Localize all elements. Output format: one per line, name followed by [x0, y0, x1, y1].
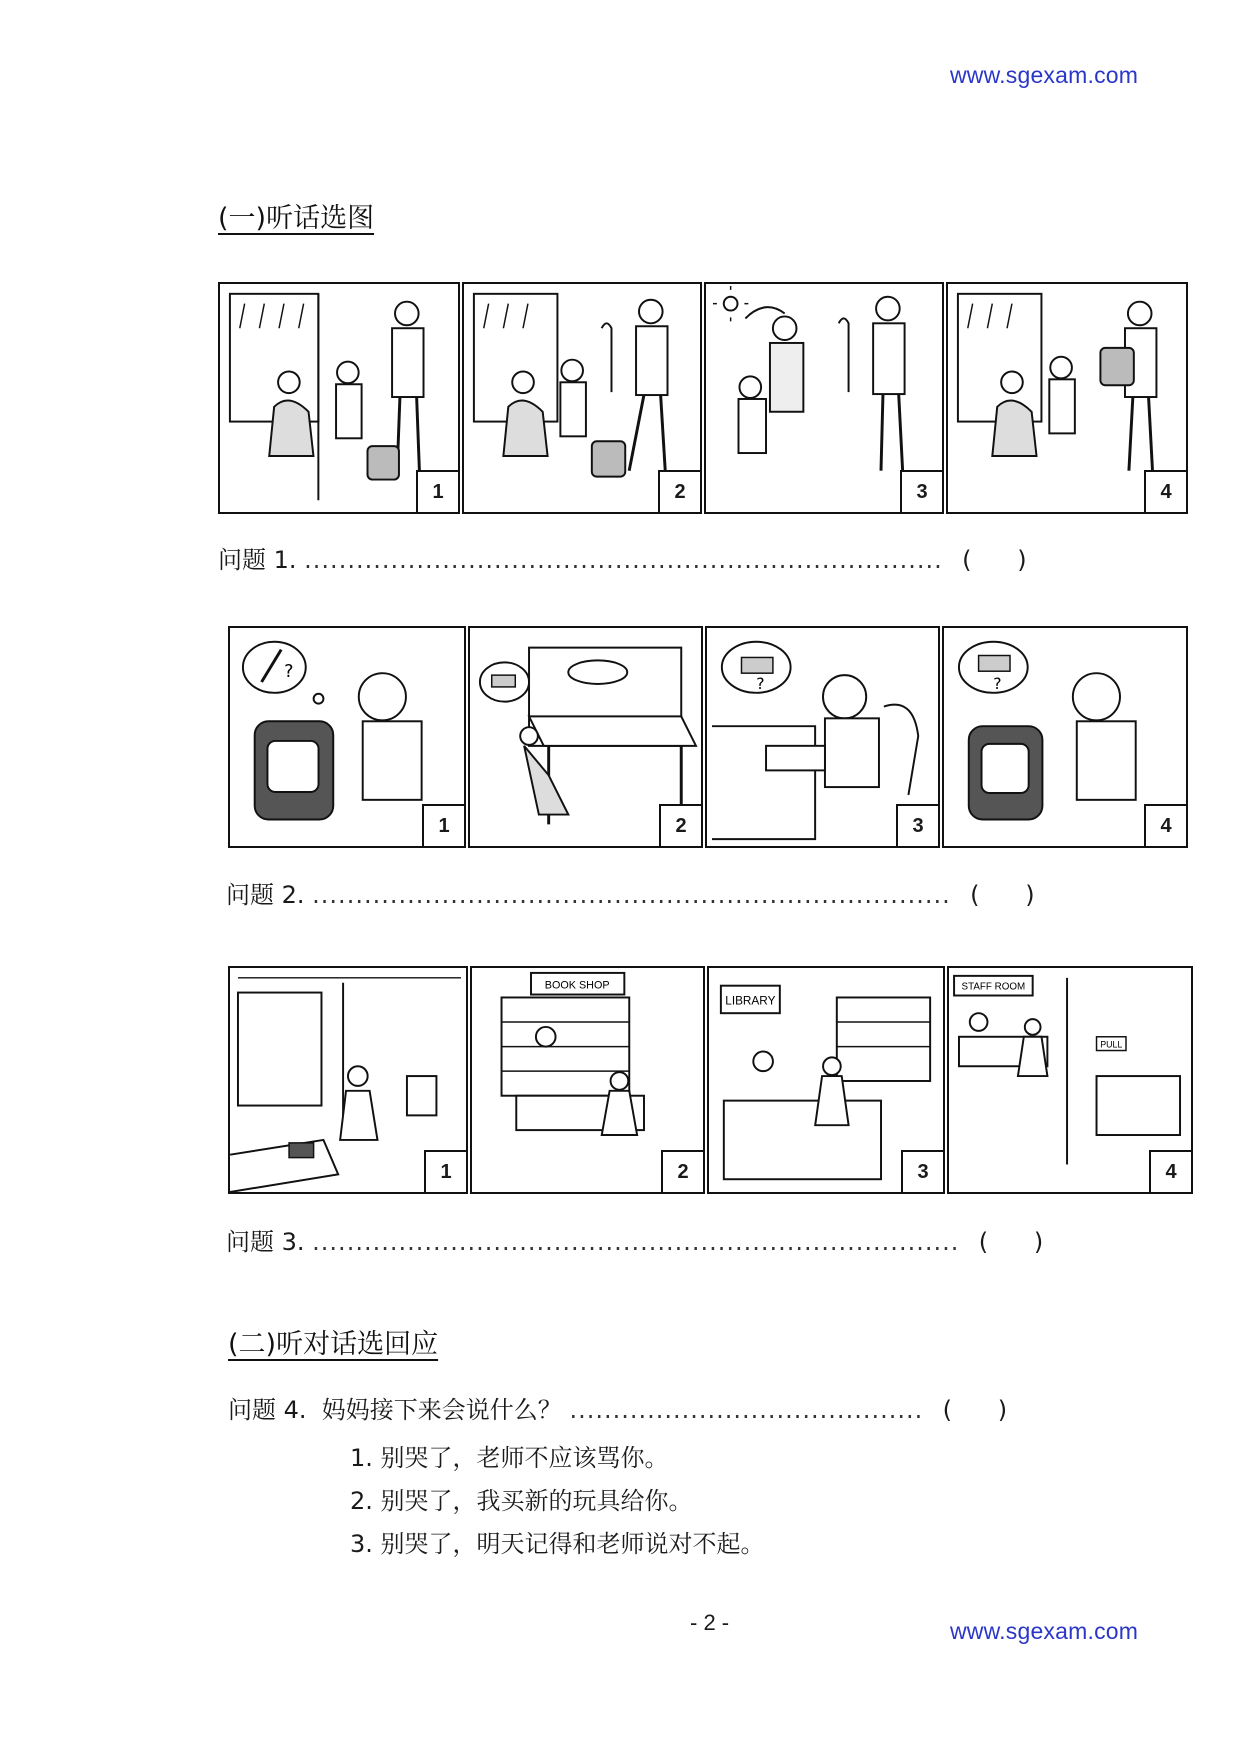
strip3-panel-1	[228, 966, 468, 1194]
panel-number: 2	[659, 804, 701, 846]
panel-number: 4	[1149, 1150, 1191, 1192]
question-3-line: 问题 3. ........................................................................... ( )	[226, 1222, 1055, 1257]
answer-blank-1[interactable]: ( )	[962, 546, 1027, 574]
panel-number: 1	[416, 470, 458, 512]
strip1-panel-1	[218, 282, 460, 514]
answer-blank-3[interactable]: ( )	[978, 1228, 1044, 1256]
watermark-top: www.sgexam.com	[950, 62, 1139, 88]
page-number: - 2 -	[690, 1610, 730, 1635]
svg-text:?: ?	[756, 673, 765, 693]
strip2-panel-3	[705, 626, 940, 848]
strip2-panel-2	[468, 626, 703, 848]
strip3-panel-4	[947, 966, 1193, 1194]
sign-staff-room-label: STAFF ROOM	[961, 981, 1026, 993]
question-4-option-3: 3. 别哭了，明天记得和老师说对不起。	[350, 1530, 765, 1558]
picture-strip-2	[228, 626, 1188, 848]
question-4-text: 妈妈接下来会说什么？	[321, 1396, 562, 1424]
panel-number: 1	[424, 1150, 466, 1192]
question-1-line: 问题 1. .......................................................................... ( )	[218, 540, 1038, 575]
answer-blank-2[interactable]: ( )	[970, 881, 1035, 909]
strip3-panel-3	[707, 966, 945, 1194]
picture-strip-3	[228, 966, 1193, 1194]
picture-strip-1	[218, 282, 1188, 514]
panel-number: 1	[422, 804, 464, 846]
panel-number: 3	[900, 470, 942, 512]
question-4-line: 问题 4. 妈妈接下来会说什么？ ......................................... ( )	[228, 1390, 1019, 1425]
strip1-panel-4	[946, 282, 1188, 514]
panel-number: 2	[658, 470, 700, 512]
question-4-option-1: 1. 别哭了，老师不应该骂你。	[350, 1444, 669, 1472]
section-2-title: (二)听对话选回应	[228, 1329, 439, 1360]
watermark-bottom: www.sgexam.com	[950, 1618, 1139, 1644]
panel-number: 4	[1144, 804, 1186, 846]
sign-bookshop-label: BOOK SHOP	[544, 979, 610, 992]
panel-number: 2	[661, 1150, 703, 1192]
section-1-title: (一)听话选图	[218, 203, 375, 234]
question-2-line: 问题 2. .......................................................................... ( )	[226, 875, 1046, 910]
panel-number: 3	[901, 1150, 943, 1192]
question-4-option-2: 2. 别哭了，我买新的玩具给你。	[350, 1487, 693, 1515]
panel-number: 4	[1144, 470, 1186, 512]
svg-text:?: ?	[284, 662, 294, 683]
sign-pull-label: PULL	[1100, 1039, 1123, 1050]
strip1-panel-3	[704, 282, 944, 514]
answer-blank-4[interactable]: ( )	[942, 1396, 1008, 1424]
svg-text:?: ?	[993, 673, 1002, 693]
strip3-panel-2	[470, 966, 705, 1194]
strip1-panel-2	[462, 282, 702, 514]
panel-number: 3	[896, 804, 938, 846]
strip2-panel-1	[228, 626, 466, 848]
sign-library-label: LIBRARY	[725, 994, 776, 1008]
strip2-panel-4	[942, 626, 1188, 848]
